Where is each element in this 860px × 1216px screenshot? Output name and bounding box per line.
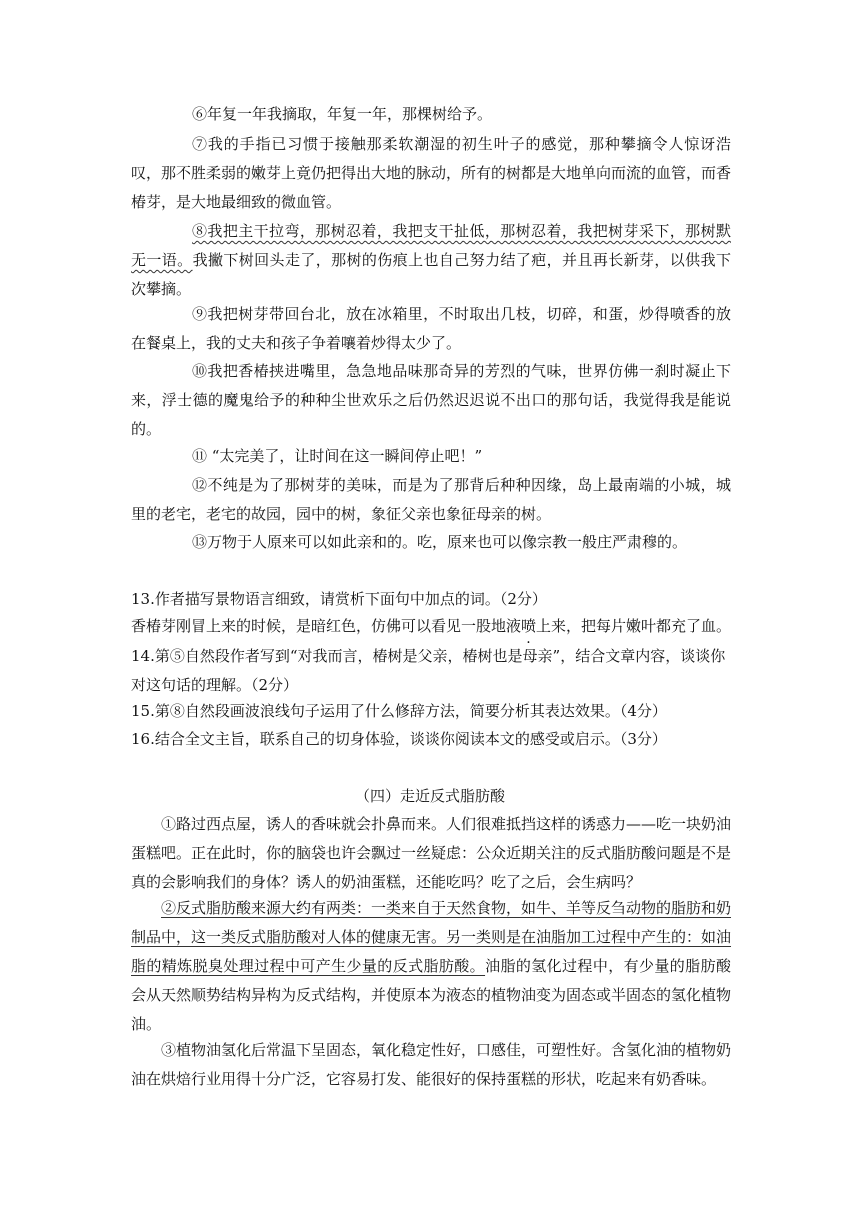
article-paragraph-3: ③植物油氢化后常温下呈固态，氧化稳定性好，口感佳，可塑性好。含氢化油的植物奶油在烘焙行业用得十分广泛，它容易打发、能很好的保持蛋糕的形状，吃起来有奶香味。 <box>131 1041 732 1088</box>
story-paragraph-13: ⑬万物于人原来可以如此亲和的。吃，原来也可以像宗教一般庄严肃穆的。 <box>192 533 688 551</box>
article-paragraph-2 <box>131 894 731 1039</box>
question-14: 14.第⑤自然段作者写到“对我而言，椿树是父亲，椿树也是母亲”，结合文章内容，谈谈你对这句话的理解。（2分） <box>131 647 726 694</box>
wavy-underlined-sentence: ⑧我把主干拉弯，那树忍着，我把支干扯低，那树忍着，我把树芽采下，那树默无一语。 <box>131 222 731 269</box>
article-paragraph-2-rest: 油脂的氢化过程中，有少量的脂肪酸会从天然顺势结构异构为反式结构，并使原本为液态的植物油变为固态或半固态的氢化植物油。 <box>131 957 732 1033</box>
story-paragraph-6: ⑥年复一年我摘取，年复一年，那棵树给予。 <box>192 105 493 123</box>
underlined-sentence: ②反式脂肪酸来源大约有两类：一类来自于天然食物，如牛、羊等反刍动物的脂肪和奶制品中，这一类反式脂肪酸对人体的健康无害。另一类则是在油脂加工过程中产生的：如油脂的精炼脱臭处理过程中可产生少量的反式脂肪酸。 <box>131 899 732 975</box>
story-paragraph-10: ⑩我把香椿挟进嘴里，急急地品味那奇异的芳烈的气味，世界仿佛一刹时凝止下来，浮士德的魔鬼给予的种种尘世欢乐之后仍然迟迟说不出口的那句话，我觉得我是能说的。 <box>131 362 731 438</box>
article-paragraph-1: ①路过西点屋，诱人的香味就会扑鼻而来。人们很难抵挡这样的诱惑力——吃一块奶油蛋糕吧。正在此时，你的脑袋也许会飘过一丝疑虑：公众近期关注的反式脂肪酸问题是不是真的会影响我们的身体？诱人的奶油蛋糕，还能吃吗？吃了之后，会生病吗？ <box>131 815 732 891</box>
question-15: 15.第⑧自然段画波浪线句子运用了什么修辞方法，简要分析其表达效果。（4分） <box>131 702 667 720</box>
story-paragraph-11: ⑪ “太完美了，让时间在这一瞬间停止吧！” <box>192 447 483 465</box>
quote-part-b: 上来，把每片嫩叶都充了血。 <box>536 617 732 635</box>
story-paragraph-12: ⑫不纯是为了那树芽的美味，而是为了那背后种种因缘，岛上最南端的小城，城里的老宅，老宅的故园，园中的树，象征父亲也象征母亲的树。 <box>131 476 731 523</box>
article-title: （四）走近反式脂肪酸 <box>354 787 505 805</box>
story-paragraph-7: ⑦我的手指已习惯于接触那柔软潮湿的初生叶子的感觉，那种攀摘令人惊讶浩叹，那不胜柔弱的嫩芽上竟仍把得出大地的脉动，所有的树都是大地单向而流的血管，而香椿芽，是大地最细致的微血管。 <box>131 135 732 211</box>
dotted-word: 喷 <box>521 617 537 635</box>
story-paragraph-8-rest: 我撇下树回头走了，那树的伤痕上也自己努力结了疤，并且再长新芽，以供我下次攀摘。 <box>131 251 731 298</box>
question-13-quote <box>131 612 751 641</box>
story-paragraph-8 <box>131 217 731 304</box>
story-paragraph-9: ⑨我把树芽带回台北，放在冰箱里，不时取出几枝，切碎，和蛋，炒得喷香的放在餐桌上，我的丈夫和孩子争着嚷着炒得太少了。 <box>131 305 731 352</box>
question-13: 13.作者描写景物语言细致，请赏析下面句中加点的词。（2分） <box>131 590 547 608</box>
quote-part-a: 香椿芽刚冒上来的时候，是暗红色，仿佛可以看见一股地液 <box>131 617 522 635</box>
question-16: 16.结合全文主旨，联系自己的切身体验，谈谈你阅读本文的感受或启示。（3分） <box>131 730 667 748</box>
